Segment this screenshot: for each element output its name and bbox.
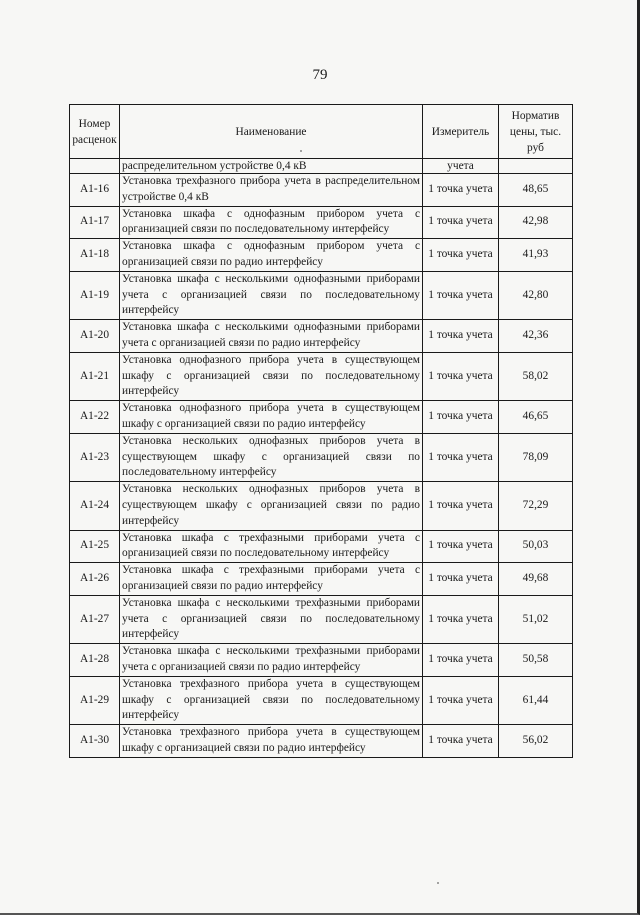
table-row — [70, 206, 573, 239]
table-row — [70, 174, 573, 207]
page-number: 79 — [312, 67, 328, 83]
row-code: А1-22 — [70, 401, 120, 434]
row-name: Установка нескольких однофазных приборов учета в существующем шкафу с организацией связи по последовательному интерфейсу — [120, 433, 423, 481]
scan-speck — [437, 882, 439, 884]
table-body — [70, 159, 573, 758]
row-code: А1-20 — [70, 320, 120, 353]
row-name: Установка трехфазного прибора учета в существующем шкафу с организацией связи по последовательному интерфейсу — [120, 676, 423, 724]
row-price: 56,02 — [499, 725, 573, 758]
row-unit: 1 точка учета — [423, 530, 499, 563]
row-price: 61,44 — [499, 676, 573, 724]
row-name: Установка нескольких однофазных приборов учета в существующем шкафу с организацией связи по радио интерфейсу — [120, 482, 423, 530]
header-price: Норматив цены, тыс. руб — [499, 105, 573, 159]
row-unit: 1 точка учета — [423, 676, 499, 724]
table-row — [70, 676, 573, 724]
row-unit: 1 точка учета — [423, 352, 499, 400]
row-code: А1-29 — [70, 676, 120, 724]
row-name: Установка шкафа с однофазным прибором учета с организацией связи по радио интерфейсу — [120, 239, 423, 272]
row-code: А1-23 — [70, 433, 120, 481]
header-name: Наименование — [120, 105, 423, 159]
row-price: 48,65 — [499, 174, 573, 207]
row-name: Установка шкафа с несколькими однофазными приборами учета с организацией связи по радио интерфейсу — [120, 320, 423, 353]
row-price: 42,36 — [499, 320, 573, 353]
row-code: А1-26 — [70, 563, 120, 596]
row-code: А1-16 — [70, 174, 120, 207]
table-row — [70, 320, 573, 353]
table-row — [70, 595, 573, 643]
row-unit: 1 точка учета — [423, 271, 499, 319]
row-unit: 1 точка учета — [423, 320, 499, 353]
row-code: А1-18 — [70, 239, 120, 272]
header-code: Номер расценок — [70, 105, 120, 159]
row-price: 50,03 — [499, 530, 573, 563]
row-unit: 1 точка учета — [423, 206, 499, 239]
row-unit: 1 точка учета — [423, 563, 499, 596]
row-code: А1-24 — [70, 482, 120, 530]
row-code: А1-28 — [70, 644, 120, 677]
row-price: 50,58 — [499, 644, 573, 677]
row-name: Установка трехфазного прибора учета в существующем шкафу с организацией связи по радио интерфейсу — [120, 725, 423, 758]
row-unit: 1 точка учета — [423, 595, 499, 643]
header-unit: Измеритель — [423, 105, 499, 159]
row-name: Установка однофазного прибора учета в существующем шкафу с организацией связи по последовательному интерфейсу — [120, 352, 423, 400]
row-code: А1-30 — [70, 725, 120, 758]
row-unit: 1 точка учета — [423, 239, 499, 272]
row-unit: 1 точка учета — [423, 174, 499, 207]
continuation-code — [70, 159, 120, 174]
row-unit: 1 точка учета — [423, 482, 499, 530]
table-row — [70, 239, 573, 272]
row-name: Установка шкафа с несколькими трехфазными приборами учета с организацией связи по радио интерфейсу — [120, 644, 423, 677]
table-row — [70, 725, 573, 758]
row-code: А1-21 — [70, 352, 120, 400]
continuation-unit: учета — [423, 159, 499, 174]
row-price: 72,29 — [499, 482, 573, 530]
row-price: 46,65 — [499, 401, 573, 434]
table-header-row — [70, 105, 573, 159]
continuation-price — [499, 159, 573, 174]
price-table — [69, 104, 573, 758]
table-row — [70, 433, 573, 481]
row-code: А1-19 — [70, 271, 120, 319]
row-name: Установка шкафа с однофазным прибором учета с организацией связи по последовательному интерфейсу — [120, 206, 423, 239]
table-row — [70, 401, 573, 434]
row-name: Установка шкафа с трехфазными приборами учета с организацией связи по последовательному интерфейсу — [120, 530, 423, 563]
row-price: 58,02 — [499, 352, 573, 400]
table-row — [70, 482, 573, 530]
row-name: Установка трехфазного прибора учета в распределительном устройстве 0,4 кВ — [120, 174, 423, 207]
row-name: Установка шкафа с несколькими трехфазными приборами учета с организацией связи по последовательному интерфейсу — [120, 595, 423, 643]
row-unit: 1 точка учета — [423, 433, 499, 481]
row-price: 51,02 — [499, 595, 573, 643]
table-row — [70, 530, 573, 563]
row-name: Установка однофазного прибора учета в существующем шкафу с организацией связи по радио интерфейсу — [120, 401, 423, 434]
row-unit: 1 точка учета — [423, 644, 499, 677]
row-name: Установка шкафа с несколькими однофазными приборами учета с организацией связи по последовательному интерфейсу — [120, 271, 423, 319]
row-code: А1-27 — [70, 595, 120, 643]
table-row — [70, 644, 573, 677]
row-price: 41,93 — [499, 239, 573, 272]
row-price: 78,09 — [499, 433, 573, 481]
row-code: А1-25 — [70, 530, 120, 563]
table-row — [70, 563, 573, 596]
table-row — [70, 352, 573, 400]
row-unit: 1 точка учета — [423, 725, 499, 758]
continuation-row — [70, 159, 573, 174]
row-code: А1-17 — [70, 206, 120, 239]
row-unit: 1 точка учета — [423, 401, 499, 434]
row-price: 42,80 — [499, 271, 573, 319]
row-name: Установка шкафа с трехфазными приборами учета с организацией связи по радио интерфейсу — [120, 563, 423, 596]
row-price: 42,98 — [499, 206, 573, 239]
row-price: 49,68 — [499, 563, 573, 596]
table-row — [70, 271, 573, 319]
continuation-name: распределительном устройстве 0,4 кВ — [120, 159, 423, 174]
